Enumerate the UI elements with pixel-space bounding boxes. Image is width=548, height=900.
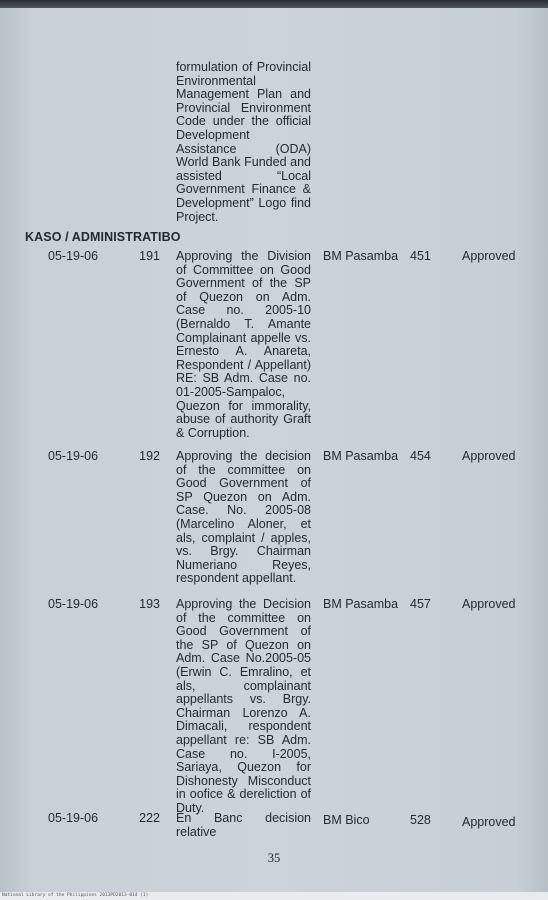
row-action: Approved <box>462 597 516 611</box>
row-author: BM Bico <box>323 813 370 827</box>
intro-description: formulation of Provincial Environmental Management Plan and Provincial Environment Code under the official Development Assistance (ODA) World Bank Funded and assisted “Local Government Finance & Development” Logo find Project. <box>176 60 311 224</box>
row-date: 05-19-06 <box>48 449 99 463</box>
row-resolution-number: 454 <box>410 449 431 463</box>
row-description: Approving the Division of Committee on Good Government of the SP of Quezon on Adm. Case no. 2005-10 (Bernaldo T. Amante Complainant appelle vs. Ernesto A. Anareta, Respondent / Appellant) RE: SB Adm. Case no. 01-2005-Sampaloc, Quezon for immorality, abuse of authority Graft & Corruption. <box>176 249 311 440</box>
row-number: 191 <box>139 249 160 263</box>
row-description: Approving the Decision of the committee on Good Government of the SP of Quezon on Adm. Case No.2005-05 (Erwin C. Emralino, et als, complainant appellants vs. Brgy. Chairman Lorenzo A. Dimacali, respondent appellant re: SB Adm. Case no. I-2005, Sariaya, Quezon for Dishonesty Misconduct in oofice & dereliction of Duty. <box>176 597 311 815</box>
row-description: Approving the decision of the committee on Good Government of SP Quezon on Adm. Case. No. 2005-08 (Marcelino Aloner, et als, complaint / apples, vs. Brgy. Chairman Numeriano Reyes, respondent appellant. <box>176 449 311 586</box>
section-title: KASO / ADMINISTRATIBO <box>25 230 181 244</box>
row-action: Approved <box>462 249 516 263</box>
page-number: 35 <box>267 851 281 865</box>
row-author: BM Pasamba <box>323 597 399 611</box>
row-action: Approved <box>462 815 516 829</box>
row-date: 05-19-06 <box>48 597 99 611</box>
row-author: BM Pasamba <box>323 449 399 463</box>
row-action: Approved <box>462 449 516 463</box>
scan-top-edge <box>0 0 548 8</box>
row-resolution-number: 451 <box>410 249 431 263</box>
row-resolution-number: 528 <box>410 813 431 827</box>
row-description: En Banc decision relative <box>176 811 311 839</box>
row-date: 05-19-06 <box>48 249 99 263</box>
document-page <box>0 8 548 892</box>
row-author: BM Pasamba <box>323 249 399 263</box>
row-resolution-number: 457 <box>410 597 431 611</box>
row-number: 222 <box>139 811 160 825</box>
row-number: 192 <box>139 449 160 463</box>
row-date: 05-19-06 <box>48 811 99 825</box>
row-number: 193 <box>139 597 160 611</box>
scan-footer-label: National Library of the Philippines 2013PD2013-014 (1) <box>0 892 548 900</box>
